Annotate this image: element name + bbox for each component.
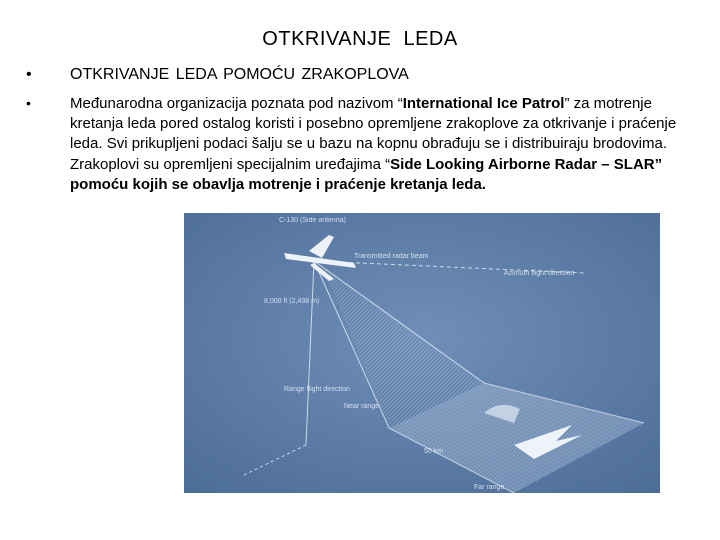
text-part: ” za motrenje kretanja leda pored ostalog koristi i posebno opremljene zrakoplove za otkrivanje i praćenje leda. Svi prikupljeni podaci šalju se u bazu na kopnu obrađuju se i distribuiraju brodovima. Zrakoplovi su opremljeni specijalnim uređajima “ — [70, 95, 677, 173]
label-beam: Transmitted radar beam — [354, 253, 429, 260]
bullet-marker: • — [26, 66, 32, 83]
emphasis-end: kretanja leda. — [390, 175, 486, 193]
label-azimuth: Azimuth flight direction — [504, 270, 575, 277]
slar-diagram-photo — [184, 213, 660, 493]
slar-diagram-svg — [184, 213, 660, 493]
bullet-paragraph-text — [70, 94, 680, 195]
slide-title: OTKRIVANJE LEDA — [262, 28, 458, 50]
label-altitude: 8,000 ft (2,438 m) — [264, 298, 320, 305]
label-swath: 50 km — [424, 448, 444, 455]
label-far: Far range — [474, 484, 505, 491]
label-near: Near range — [344, 403, 380, 410]
emphasis-iip: International Ice Patrol — [402, 95, 565, 112]
text-part: Međunarodna organizacija poznata pod nazivom “ — [70, 95, 403, 112]
bullet-heading-text: OTKRIVANJE LEDA POMOĆU ZRAKOPLOVA — [70, 66, 409, 83]
emphasis-slar: Side Looking Airborne Radar – SLAR — [390, 155, 655, 173]
label-flight: Range flight direction — [284, 386, 350, 393]
emphasis-tail: ” pomoću kojih se obavlja motrenje i praćenje — [70, 155, 663, 193]
bullet-marker: • — [26, 95, 31, 111]
label-aircraft: C-130 (Side antenna) — [279, 217, 346, 224]
